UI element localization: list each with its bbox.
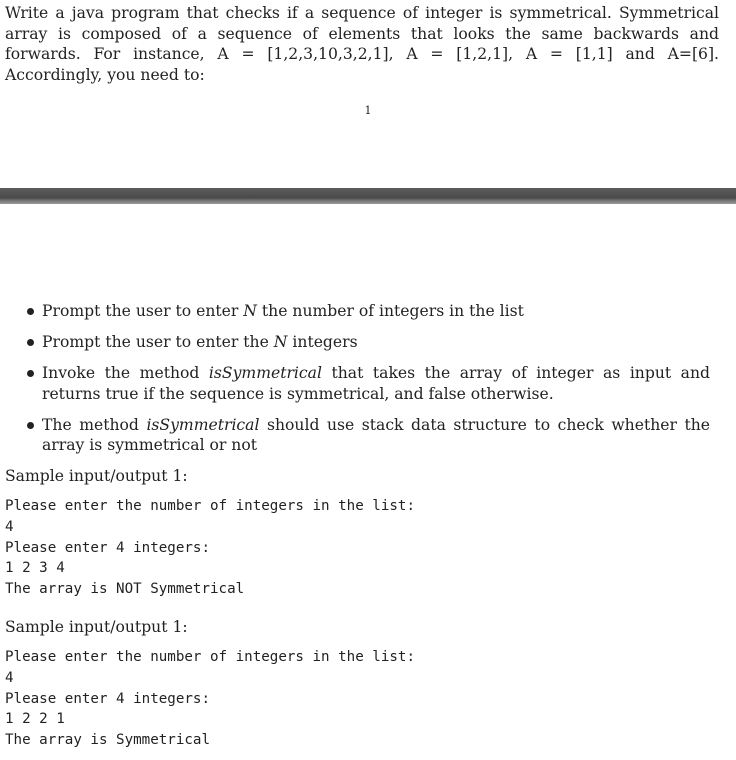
console-line: Please enter the number of integers in the list:: [5, 649, 415, 665]
sample-heading-1: Sample input/output 1:: [5, 467, 188, 485]
console-line: 4: [5, 669, 14, 686]
intro-line-2: is composed of a sequence of elements that looks the same backwards and forwards. For: [5, 24, 719, 63]
bullet-text-pre: Invoke the method: [42, 364, 209, 382]
page-break-divider: [0, 188, 736, 204]
console-line: The array is NOT Symmetrical: [5, 581, 245, 598]
intro-line-1: Write a java program that checks if a sequence of integer is symmetrical. Symmetrical array: [5, 4, 719, 43]
bullet-text-pre: Prompt the user to enter the: [42, 333, 274, 351]
bullet-math: isSymmetrical: [146, 415, 260, 434]
list-item: [0, 363, 736, 404]
console-line: Please enter 4 integers:: [5, 539, 210, 556]
bullet-icon: [27, 370, 34, 377]
console-line: Please enter the number of integers in the list:: [5, 498, 415, 514]
sample-console-1: [5, 496, 415, 600]
list-item: [0, 332, 736, 353]
bullet-text-post: the number of integers in the list: [256, 302, 524, 320]
list-item: [0, 415, 736, 456]
console-line: 1 2 3 4: [5, 560, 65, 577]
bullet-icon: [27, 308, 34, 315]
bullet-text-post: that takes the array of integer as input and returns true if the sequence is symmetrical, and false otherwise.: [42, 364, 710, 403]
bullet-text-pre: Prompt the user to enter: [42, 302, 244, 320]
bullet-text-post: integers: [287, 333, 358, 351]
bullet-math: N: [243, 302, 257, 320]
bullet-math: N: [273, 333, 288, 351]
sample-console-2: [5, 647, 415, 751]
page-top: [0, 0, 736, 188]
page-number: 1: [364, 104, 372, 117]
requirements-list: [0, 301, 736, 466]
console-line: 1 2 2 1: [5, 711, 65, 728]
list-item: [0, 301, 736, 322]
console-line: Please enter 4 integers:: [5, 690, 210, 707]
bullet-text-post: should use stack data structure to check whether the array is symmetrical or not: [42, 415, 711, 454]
bullet-icon: [27, 339, 34, 346]
intro-line-3: instance, A = [1,2,3,10,3,2,1], A = [1,2,1], A = [1,1] and A=[6]. Accordingly, you need to:: [5, 45, 719, 84]
intro-paragraph: [5, 3, 719, 85]
console-line: The array is Symmetrical: [5, 732, 210, 749]
sample-heading-2: Sample input/output 1:: [5, 618, 188, 636]
console-line: 4: [5, 518, 14, 535]
bullet-icon: [27, 422, 34, 429]
bullet-math: isSymmetrical: [208, 364, 322, 382]
bullet-text-pre: The method: [42, 415, 147, 434]
